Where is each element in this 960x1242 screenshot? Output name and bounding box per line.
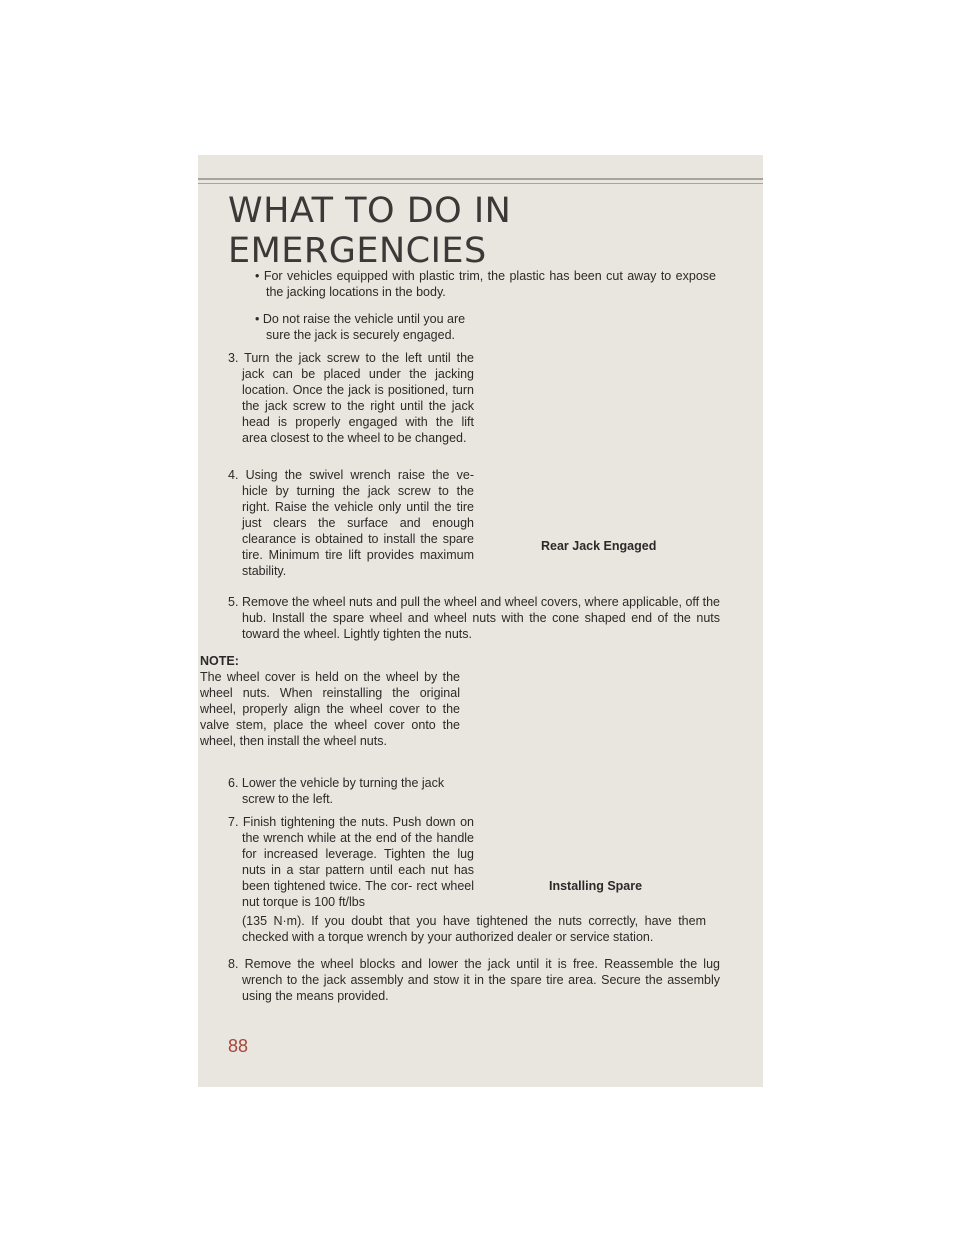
section-title: WHAT TO DO IN EMERGENCIES [228, 191, 512, 271]
step-text: Lower the vehicle by turning the jack screw to the left. [241, 776, 445, 806]
step-number: 8. [228, 957, 239, 971]
step-text: Remove the wheel nuts and pull the wheel and wheel covers, where applicable, off the hub. Install the spare wheel and wheel nuts with the cone shaped end of the nuts toward the wheel. Lightly tighten the nuts. [241, 595, 720, 641]
bullet-text: Do not raise the vehicle until you are sure the jack is securely engaged. [262, 312, 466, 342]
step-7-continued: (135 N·m). If you doubt that you have tightened the nuts correctly, have them checked with a torque wrench by your authorized dealer or service station. [242, 914, 706, 944]
step-number: 4. [228, 468, 239, 482]
bullet-text: For vehicles equipped with plastic trim, the plastic has been cut away to expose the jacking locations in the body. [263, 269, 716, 299]
bullet-do-not-raise [255, 311, 476, 343]
step-number: 5. [228, 595, 239, 609]
step-number: 3. [228, 351, 239, 365]
step-3 [228, 350, 474, 446]
step-number: 6. [228, 776, 239, 790]
note-text: The wheel cover is held on the wheel by the wheel nuts. When reinstalling the original wheel, properly align the wheel cover to the valve stem, place the wheel cover onto the wheel, then install the wheel nuts. [200, 670, 460, 748]
step-7 [228, 814, 474, 910]
step-text: Remove the wheel blocks and lower the jack until it is free. Reassemble the lug wrench to the jack assembly and stow it in the spare tire area. Secure the assembly using the means provided. [242, 957, 720, 1003]
caption-installing-spare: Installing Spare [549, 879, 643, 893]
step-6 [228, 775, 474, 807]
manual-page [198, 155, 763, 1087]
step-text: Turn the jack screw to the left until the jack can be placed under the jacking location. Once the jack is positioned, turn the jack screw to the right until the jack head is properly engaged with the lift area closest to the wheel to be changed. [242, 351, 475, 445]
step-text: Using the swivel wrench raise the ve- hicle by turning the jack screw to the right. Raise the vehicle only until the tire just clears the surface and enough clearance is obtained to install the spare tire. Minimum tire lift provides maximum stability. [242, 468, 474, 578]
step-number: 7. [228, 815, 239, 829]
step-text: Finish tightening the nuts. Push down on the wrench while at the end of the handle for increased leverage. Tighten the lug nuts in a star pattern until each nut has been tightened twice. The cor- rect wheel nut torque is 100 ft/lbs [242, 815, 474, 909]
bullet-dot: • [255, 269, 264, 283]
note-block [200, 653, 460, 749]
bullet-plastic-trim [255, 268, 716, 300]
bullet-dot: • [255, 312, 263, 326]
step-5 [228, 594, 720, 642]
step-8 [228, 956, 720, 1004]
note-heading: NOTE: [200, 654, 239, 668]
page-number: 88 [228, 1036, 249, 1056]
caption-rear-jack-engaged: Rear Jack Engaged [541, 539, 657, 553]
page-content [198, 155, 763, 1087]
step-4 [228, 467, 474, 579]
